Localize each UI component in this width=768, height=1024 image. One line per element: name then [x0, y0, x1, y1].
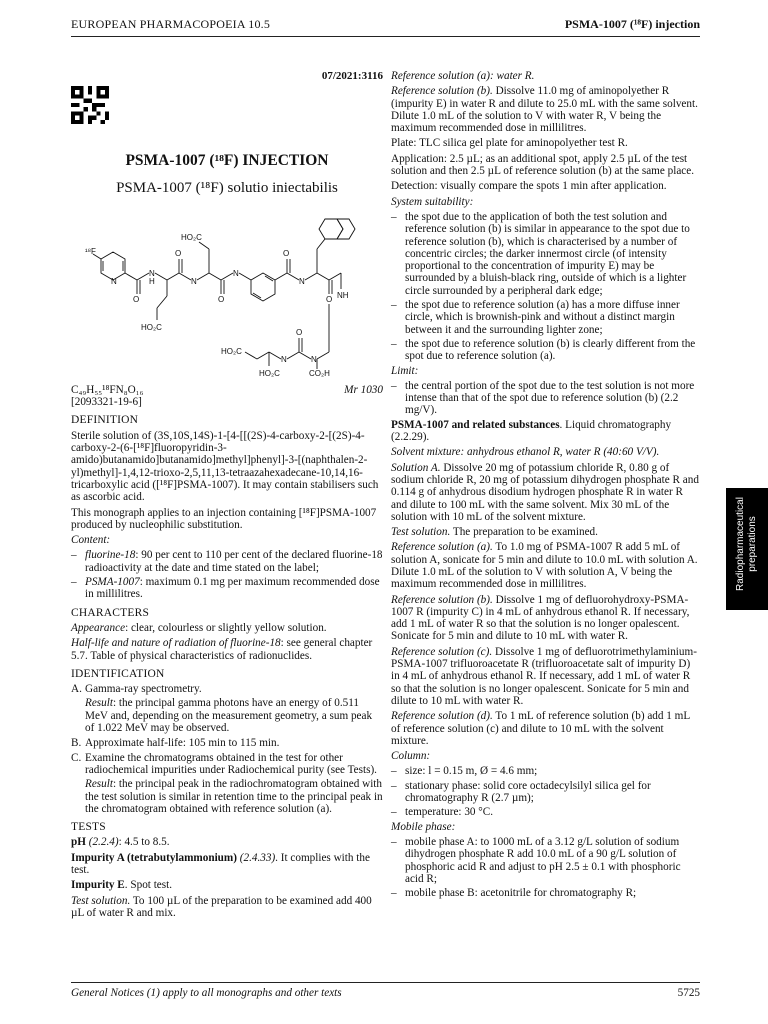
left-column — [71, 70, 383, 922]
reference-solution-c-lc: Reference solution (c). Dissolve 1 mg of defluorotrimethylaminium-PSMA-1007 trifluoroacetate R (trifluoroacetate salt of impurity D) in 4 mL of anhydrous ethanol R. If necessary, add 1 mL of water R so that the solution is no longer opalescent. Sonicate for 5 min and dilute to 10 mL with water R. — [391, 645, 697, 707]
struct-label-nh7: N — [281, 354, 287, 364]
application: Application: 2.5 µL; as an additional spot, apply 2.5 µL of the test solution and then 2.5 µL of reference solution (b) at the same place. — [391, 152, 695, 178]
header-rule — [71, 36, 700, 37]
test-solution-right: Test solution. The preparation to be examined. — [391, 526, 598, 539]
content-label: Content: — [71, 534, 111, 547]
section-side-tab — [726, 488, 768, 610]
reference-solution-a-lc: Reference solution (a). To 1.0 mg of PSMA-1007 R add 5 mL of solution A, sonicate for 5 min and dilute to 10.0 mL with solution A. Dilute 1.0 mL of the solution to V with solution A, V being the maximum recommended dose in millilitres. — [391, 541, 698, 591]
struct-label-o3: O — [218, 294, 225, 304]
struct-label-nh5: NH — [337, 290, 349, 300]
column-label: Column: — [391, 750, 431, 763]
page-number: 5725 — [677, 987, 700, 999]
identification-a: A. Gamma-ray spectrometry. — [71, 683, 202, 696]
struct-label-n: N — [111, 276, 117, 286]
list-item: – fluorine-18: 90 per cent to 110 per cent of the declared fluorine-18 radioactivity at the date and time stated on the label; — [71, 549, 383, 574]
ph-test: pH (2.2.4): 4.5 to 8.5. — [71, 836, 170, 849]
identification-a-result: Result: the principal gamma photons have an energy of 0.511 MeV and, depending on the measurement geometry, a sum peak of 1.022 MeV may be observed. — [85, 697, 373, 735]
identification-c-result: Result: the principal peak in the radiochromatogram obtained with the test solution is similar in retention time to the principal peak in the chromatogram obtained with reference solution (a). — [85, 778, 383, 815]
related-substances: PSMA-1007 and related substances. Liquid chromatography (2.2.29). — [391, 418, 672, 444]
monograph-latin-title: PSMA-1007 (¹⁸F) solutio iniectabilis — [116, 179, 338, 196]
identification-c: C. Examine the chromatograms obtained in the test for other radiochemical impurities under Radiochemical purity (see Tests). — [71, 751, 377, 776]
mobile-phase-label: Mobile phase: — [391, 820, 456, 833]
identification-b: B. Approximate half-life: 105 min to 115 min. — [71, 737, 280, 750]
struct-label-o5: O — [326, 294, 333, 304]
footer-note: General Notices (1) apply to all monographs and other texts — [71, 987, 342, 999]
list-item: – temperature: 30 °C. — [391, 806, 494, 819]
reference-solution-b-lc: Reference solution (b). Dissolve 1 mg of defluorohydroxy-PSMA-1007 R (impurity C) in 4 mL of anhydrous ethanol R. If necessary, add 1 mL of water R so that the solution is no longer opalescent. Sonicate for 5 min and dilute to 10 mL with water R. — [391, 593, 690, 643]
limit-label: Limit: — [391, 364, 419, 377]
struct-label-nh2: N — [191, 276, 197, 286]
struct-label-nh3: N — [233, 268, 239, 278]
monograph-title: PSMA-1007 (¹⁸F) INJECTION — [125, 151, 329, 169]
struct-label-o2: O — [175, 248, 182, 258]
running-header-right: PSMA-1007 (¹⁸F) injection — [564, 17, 700, 31]
struct-label-ho2c3: HO₂C — [221, 346, 242, 356]
plate: Plate: TLC silica gel plate for aminopolyether test R. — [391, 137, 628, 150]
struct-label-ho2c1: HO₂C — [141, 322, 162, 332]
struct-label-o6: O — [296, 327, 303, 337]
struct-label-ho2c2: HO₂C — [181, 232, 202, 242]
section-identification-heading: IDENTIFICATION — [71, 667, 165, 680]
detection: Detection: visually compare the spots 1 min after application. — [391, 180, 667, 193]
system-suitability-label: System suitability: — [391, 195, 474, 208]
applies-text: This monograph applies to an injection containing [¹⁸F]PSMA-1007 produced by nucleophilic substitution. — [71, 506, 377, 531]
struct-label-h1: H — [149, 276, 155, 286]
chemical-structure — [71, 204, 383, 379]
struct-label-ho2c4: HO₂C — [259, 368, 280, 378]
impurity-a-test: Impurity A (tetrabutylammonium) (2.4.33). It complies with the test. — [71, 851, 370, 876]
struct-label-co2h: CO₂H — [309, 368, 330, 378]
struct-label-o4: O — [283, 248, 290, 258]
solvent-mixture: Solvent mixture: anhydrous ethanol R, water R (40:60 V/V). — [391, 446, 660, 459]
definition-text: Sterile solution of (3S,10S,14S)-1-[4-[[(2S)-4-carboxy-2-[(2S)-4-carboxy-2-(6-[¹⁸F]fluoropyridin-3-amido)butanamido]butanamido]methyl]phenyl]-3-[(naphthalen-2-yl)methyl]-1,4,12-trioxo-2,5,11,13-tetraazahexadecane-10,14,16-tricarboxylic acid ([¹⁸F]PSMA-1007). It may contain stabilisers such as ascorbic acid. — [71, 429, 379, 504]
list-item: – the central portion of the spot due to the test solution is not more intense than that of the spot due to reference solution (b) (2.2 mg/V). — [391, 379, 695, 417]
qr-code-icon — [71, 86, 109, 124]
list-item: – the spot due to the application of both the test solution and reference solution (b) is similar in appearance to the spot due to reference solution (b), which is characterised by a number of concentric circles; the darker innermost circle (of intensity proportional to the concentration of impurity E) may be surrounded by a bluish-black ring, outside of which is a lighter circle surrounded by a peripheral dark edge; — [391, 210, 690, 297]
reference-solution-b: Reference solution (b). Dissolve 11.0 mg of aminopolyether R (impurity E) in water R and dilute to 25.0 mL with the same solvent. Dilute 1.0 mL of the solution to V with water R, V being the maximum recommended dose in millilitres. — [391, 85, 698, 135]
right-column — [391, 70, 701, 901]
running-header-left: EUROPEAN PHARMACOPOEIA 10.5 — [71, 17, 271, 31]
footer-rule — [71, 982, 700, 983]
list-item: – PSMA-1007: maximum 0.1 mg per maximum recommended dose in millilitres. — [71, 576, 380, 601]
struct-label-fluoro: ¹⁸F — [85, 246, 96, 256]
list-item: – mobile phase A: to 1000 mL of a 3.12 g/L solution of sodium dihydrogen phosphate R add 10.0 mL of a 90 g/L solution of phosphoric acid R and adjust to pH 2.5 ± 0.1 with phosphoric acid R; — [391, 835, 681, 885]
test-solution: Test solution. To 100 µL of the preparation to be examined add 400 µL of water R and mix. — [71, 894, 372, 919]
list-item: – the spot due to reference solution (b) is clearly different from the spot due to reference solution (a). — [391, 337, 696, 363]
struct-label-o1: O — [133, 294, 140, 304]
solution-a: Solution A. Dissolve 20 mg of potassium chloride R, 0.80 g of sodium chloride R, 20 mg of potassium dihydrogen phosphate R and 0.114 g of anhydrous disodium hydrogen phosphate R in water R and dilute to 100 mL with the same solvent. Mix 30 mL of the solution with 10 mL of the solvent mixture. — [391, 461, 699, 523]
monograph-reference: 07/2021:3116 — [321, 70, 383, 82]
cas-number: [2093321-19-6] — [71, 396, 142, 409]
struct-label-nh6: N — [311, 354, 317, 364]
section-definition-heading: DEFINITION — [71, 414, 139, 427]
molecular-formula: C₄₉H₅₅¹⁸FN₈O₁₆ — [71, 383, 144, 396]
relative-molecular-mass: Mr 1030 — [344, 383, 383, 396]
side-tab-label: Radiopharmaceutical preparations — [735, 497, 758, 591]
section-tests-heading: TESTS — [71, 821, 106, 834]
list-item: – mobile phase B: acetonitrile for chromatography R; — [391, 887, 637, 900]
list-item: – size: l = 0.15 m, Ø = 4.6 mm; — [391, 765, 538, 778]
impurity-e-test: Impurity E. Spot test. — [71, 879, 173, 892]
list-item: – stationary phase: solid core octadecylsilyl silica gel for chromatography R (2.7 µm); — [391, 779, 651, 805]
reference-solution-d-lc: Reference solution (d). To 1 mL of reference solution (b) add 1 mL of reference solution (c) and dilute to 10 mL with the solvent mixture. — [391, 710, 690, 747]
struct-label-nh1: N — [149, 268, 155, 278]
appearance-text: Appearance: clear, colourless or slightly yellow solution. — [71, 621, 327, 634]
struct-label-nh4: N — [299, 276, 305, 286]
list-item: – the spot due to reference solution (a) has a more diffuse inner circle, which is brownish-pink and without a distinct margin between it and the surrounding lighter zone; — [391, 299, 680, 336]
halflife-text: Half-life and nature of radiation of fluorine-18: see general chapter 5.7. Table of physical characteristics of radionuclides. — [71, 637, 373, 662]
reference-solution-a: Reference solution (a): water R. — [391, 70, 535, 82]
section-characters-heading: CHARACTERS — [71, 606, 150, 619]
